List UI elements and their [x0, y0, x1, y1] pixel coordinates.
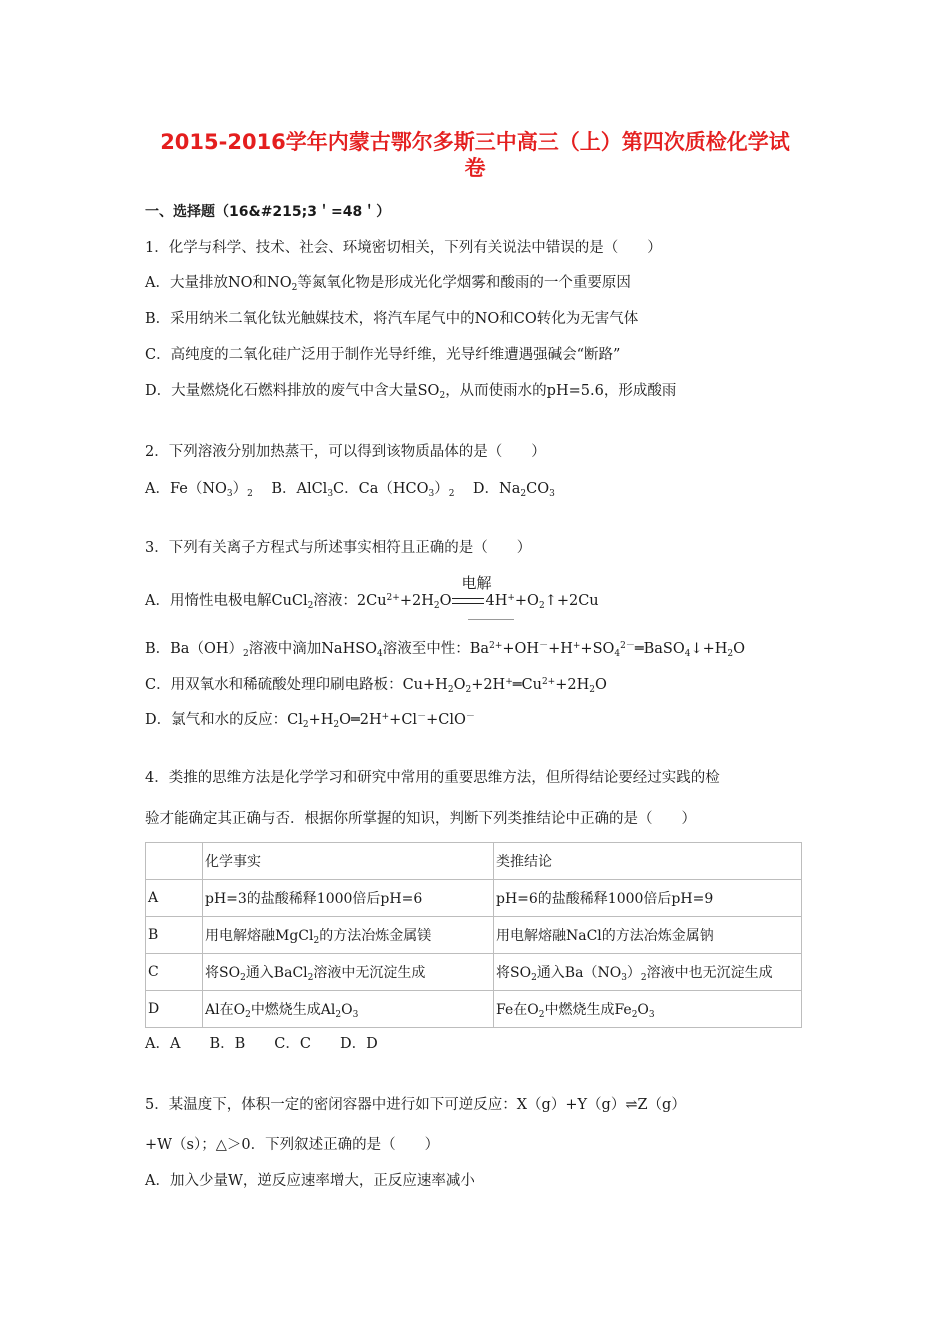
row-label: C: [146, 954, 203, 991]
q2-options: [145, 479, 555, 504]
q1-option-a: A．大量排放NO和$NO_2$等氮氧化物是形成光化学烟雾和酸雨的一个重要原因: [145, 275, 631, 293]
fact-cell: 将$SO_2$通入BaCl$_2$溶液中无沉淀生成: [203, 954, 494, 991]
table-cell: [146, 843, 203, 880]
q1-option-d: D．大量燃烧化石燃料排放的废气中含大量$SO_2$，从而使雨水的pH=5.6，形成酸雨: [145, 383, 677, 401]
table-row: [146, 843, 802, 880]
inference-cell: 将$SO_2$通入$Ba(NO_3)_2$溶液中也无沉淀生成: [494, 954, 802, 991]
q2-option-a: A．$Fe(NO_3)_2$: [145, 481, 253, 499]
q3-option-b: B．$Ba(OH)_2$溶液中滴加NaHSO$_4$溶液至中性：$Ba^{2+}+OH^-+H^++SO_4^{2-}═BaSO_4↓+H_2O$: [145, 641, 746, 659]
table-row: [146, 954, 802, 991]
q4-stem-line1: 4．类推的思维方法是化学学习和研究中常用的重要思维方法，但所得结论要经过实践的检: [145, 770, 720, 786]
q1-stem: 1．化学与科学、技术、社会、环境密切相关，下列有关说法中错误的是（ ）: [145, 240, 662, 256]
q3-stem: 3．下列有关离子方程式与所述事实相符且正确的是（ ）: [145, 540, 532, 556]
q5-option-a: A．加入少量W，逆反应速率增大，正反应速率减小: [145, 1173, 475, 1189]
q3-divider: [468, 619, 514, 620]
q5-stem-line1: 5．某温度下，体积一定的密闭容器中进行如下可逆反应：X（g）+Y（g）⇌Z（g）: [145, 1097, 686, 1113]
electrolysis-equals-sign: [451, 574, 492, 611]
section-heading: 一、选择题（16&#215;3＇=48＇）: [145, 204, 391, 220]
q2-option-b: B．AlCl$_3$: [271, 481, 334, 499]
table-row: [146, 991, 802, 1028]
q4-options: A．A B．B C．C D．D: [145, 1036, 378, 1052]
inference-cell: pH=6的盐酸稀释1000倍后pH=9: [494, 880, 802, 917]
doc-title-line1: 2015-2016学年内蒙古鄂尔多斯三中高三（上）第四次质检化学试: [160, 130, 790, 154]
inference-cell: Fe在$O_2$中燃烧生成$Fe_2O_3$: [494, 991, 802, 1028]
inference-cell: 用电解熔融NaCl的方法冶炼金属钠: [494, 917, 802, 954]
table-header-inference: 类推结论: [494, 843, 802, 880]
q1-option-b: B．采用纳米二氧化钛光触媒技术，将汽车尾气中的NO和CO转化为无害气体: [145, 311, 639, 327]
q5-stem-line2: +W（s）；△＞0．下列叙述正确的是（ ）: [145, 1137, 440, 1153]
table-row: [146, 917, 802, 954]
q4-stem-line2: 验才能确定其正确与否．根据你所掌握的知识，判断下列类推结论中正确的是（ ）: [145, 811, 696, 827]
q3-option-c: C．用双氧水和稀硫酸处理印刷电路板：$Cu+H_2O_2+2H^+═Cu^{2+}+2H_2O$: [145, 677, 607, 695]
fact-cell: 用电解熔融MgCl$_2$的方法冶炼金属镁: [203, 917, 494, 954]
q2-option-d: D．$Na_2CO_3$: [472, 481, 555, 499]
q2-option-c: C．$Ca(HCO_3)_2$: [333, 481, 455, 499]
q4-table: [145, 842, 802, 1028]
fact-cell: Al在$O_2$中燃烧生成$Al_2O_3$: [203, 991, 494, 1028]
q3-option-a: A．用惰性电极电解CuCl$_2$溶液：$2Cu^{2+}+2H_2O$ 电解 $4H^++O_2↑+2Cu$: [145, 574, 599, 611]
q1-option-c: C．高纯度的二氧化硅广泛用于制作光导纤维，光导纤维遭遇强碱会“断路”: [145, 347, 621, 363]
fact-cell: pH=3的盐酸稀释1000倍后pH=6: [203, 880, 494, 917]
q3-option-d: D．氯气和水的反应：$Cl_2+H_2O═2H^++Cl^-+ClO^-$: [145, 712, 475, 730]
row-label: A: [146, 880, 203, 917]
table-row: [146, 880, 802, 917]
row-label: B: [146, 917, 203, 954]
row-label: D: [146, 991, 203, 1028]
q2-stem: 2．下列溶液分别加热蒸干，可以得到该物质晶体的是（ ）: [145, 444, 546, 460]
electrolysis-label: 电解: [461, 574, 492, 592]
table-header-fact: 化学事实: [203, 843, 494, 880]
doc-title-line2: 卷: [464, 156, 486, 180]
